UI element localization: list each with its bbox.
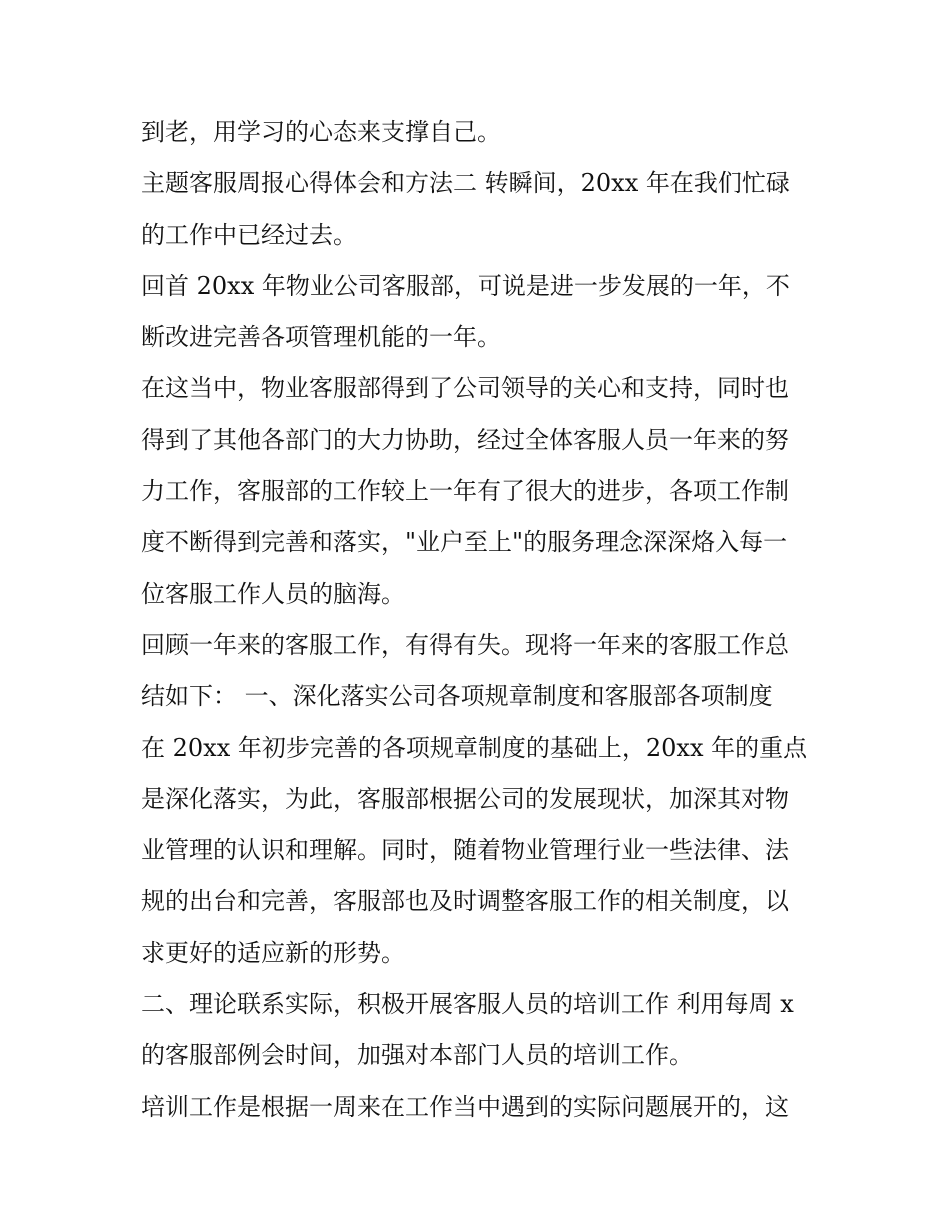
text-line: 是深化落实，为此，客服部根据公司的发展现状，加深其对物 bbox=[141, 784, 789, 813]
text-line: 得到了其他各部门的大力协助，经过全体客服人员一年来的努 bbox=[141, 425, 789, 454]
document-body bbox=[141, 107, 821, 1133]
text-line: 断改进完善各项管理机能的一年。 bbox=[141, 323, 501, 352]
text-line: 度不断得到完善和落实，"业户至上"的服务理念深深烙入每一 bbox=[141, 528, 788, 557]
text-line: 主题客服周报心得体会和方法二 转瞬间，20xx 年在我们忙碌 bbox=[141, 169, 790, 198]
text-line: 回首 20xx 年物业公司客服部，可说是进一步发展的一年，不 bbox=[141, 271, 790, 300]
text-line: 到老，用学习的心态来支撑自己。 bbox=[141, 118, 501, 146]
text-line: 力工作，客服部的工作较上一年有了很大的进步，各项工作制 bbox=[141, 477, 789, 506]
text-line: 二、理论联系实际，积极开展客服人员的培训工作 利用每周 x bbox=[141, 990, 794, 1019]
text-line: 业管理的认识和理解。同时，随着物业管理行业一些法律、法 bbox=[141, 836, 789, 865]
text-line: 求更好的适应新的形势。 bbox=[141, 938, 405, 967]
text-line: 培训工作是根据一周来在工作当中遇到的实际问题展开的，这 bbox=[141, 1092, 789, 1121]
text-line: 在这当中，物业客服部得到了公司领导的关心和支持，同时也 bbox=[141, 374, 789, 403]
text-line: 在 20xx 年初步完善的各项规章制度的基础上，20xx 年的重点 bbox=[141, 733, 808, 762]
text-line: 规的出台和完善，客服部也及时调整客服工作的相关制度，以 bbox=[141, 887, 789, 916]
text-line: 的客服部例会时间，加强对本部门人员的培训工作。 bbox=[141, 1041, 693, 1070]
text-line: 回顾一年来的客服工作，有得有失。现将一年来的客服工作总 bbox=[141, 630, 789, 659]
text-line: 的工作中已经过去。 bbox=[141, 220, 357, 249]
text-line: 位客服工作人员的脑海。 bbox=[141, 579, 405, 608]
text-line: 结如下： 一、深化落实公司各项规章制度和客服部各项制度 bbox=[141, 682, 773, 711]
